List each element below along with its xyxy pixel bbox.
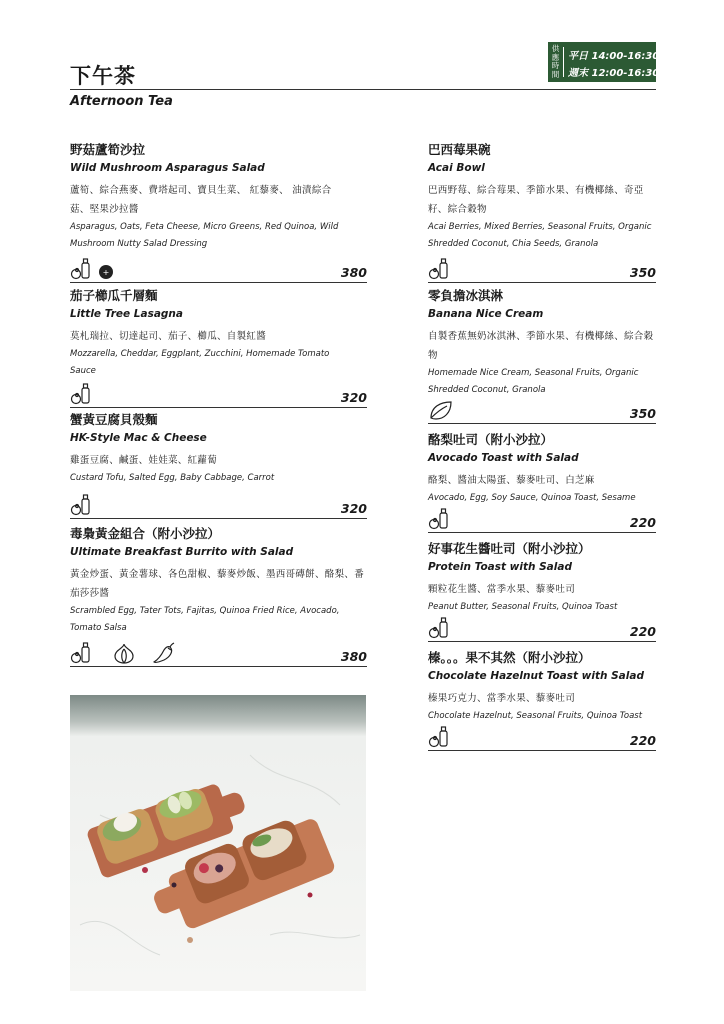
- title-divider: [70, 89, 656, 90]
- item-ingredients-zh: 巴西野莓、綜合莓果、季節水果、有機椰絲、奇亞籽、綜合穀物: [428, 185, 644, 215]
- item-name-zh: 榛。。。果不其然（附小沙拉）: [428, 650, 591, 665]
- item-ingredients-zh: 雞蛋豆腐、鹹蛋、娃娃菜、紅蘿蔔: [70, 455, 218, 466]
- price-row: [428, 506, 656, 533]
- hours-weekend: 週末 12:00-16:30: [568, 68, 660, 79]
- price-row: [70, 381, 367, 408]
- item-price: 220: [629, 515, 656, 530]
- item-ingredients-en: Peanut Butter, Seasonal Fruits, Quinoa Toast: [428, 602, 618, 612]
- item-ingredients-en: Mozzarella, Cheddar, Eggplant, Zucchini, Homemade Tomato Sauce: [70, 349, 330, 376]
- item-name-zh: 茄子櫛瓜千層麵: [70, 288, 158, 303]
- item-ingredients-zh: 酪梨、醬油太陽蛋、藜麥吐司、白芝麻: [428, 475, 595, 486]
- item-price: 220: [629, 624, 656, 639]
- vegetarian-icon: [70, 642, 96, 664]
- price-row: [428, 256, 656, 283]
- item-ingredients-zh: 榛果巧克力、當季水果、藜麥吐司: [428, 693, 576, 704]
- price-row: [428, 724, 656, 751]
- item-ingredients-en: Custard Tofu, Salted Egg, Baby Cabbage, Carrot: [70, 473, 275, 483]
- menu-item-mac-cheese: [70, 412, 367, 516]
- item-name-en: Chocolate Hazelnut Toast with Salad: [428, 670, 644, 682]
- item-price: 380: [340, 649, 367, 664]
- item-name-zh: 好事花生醬吐司（附小沙拉）: [428, 541, 591, 556]
- nuts-icon: [98, 264, 114, 280]
- vegetarian-icon: [428, 726, 454, 748]
- menu-item-avocado-toast: [428, 432, 656, 530]
- item-name-zh: 巴西莓果碗: [428, 142, 491, 157]
- price-row: [428, 397, 656, 424]
- item-name-en: Avocado Toast with Salad: [428, 452, 579, 464]
- hours-divider: [563, 47, 564, 77]
- item-name-en: Wild Mushroom Asparagus Salad: [70, 162, 265, 174]
- vegetarian-icon: [70, 383, 96, 405]
- price-row: [70, 256, 367, 283]
- menu-item-burrito: [70, 526, 367, 664]
- garlic-icon: [112, 642, 136, 664]
- item-ingredients-en: Avocado, Egg, Soy Sauce, Quinoa Toast, Sesame: [428, 493, 636, 503]
- item-ingredients-zh: 顆粒花生醬、當季水果、藜麥吐司: [428, 584, 576, 595]
- vegetarian-icon: [428, 617, 454, 639]
- item-name-zh: 酪梨吐司（附小沙拉）: [428, 432, 554, 447]
- menu-item-nice-cream: [428, 288, 656, 421]
- menu-item-mushroom-salad: [70, 142, 367, 280]
- item-ingredients-zh: 黃金炒蛋、黃金薯球、各色甜椒、藜麥炒飯、墨西哥磚餅、酪梨、番茄莎莎醬: [70, 569, 365, 599]
- menu-item-acai-bowl: [428, 142, 656, 280]
- item-price: 320: [340, 390, 367, 405]
- page-title: 下午茶: [70, 64, 136, 88]
- item-ingredients-en: Homemade Nice Cream, Seasonal Fruits, Organic Shredded Coconut, Granola: [428, 368, 639, 395]
- menu-item-lasagna: [70, 288, 367, 405]
- item-name-zh: 野菇蘆筍沙拉: [70, 142, 146, 157]
- vegetarian-icon: [70, 258, 96, 280]
- vegetarian-icon: [70, 494, 96, 516]
- vegetarian-icon: [428, 508, 454, 530]
- food-photo: [70, 695, 366, 991]
- item-name-en: Acai Bowl: [428, 162, 485, 174]
- menu-item-hazelnut-toast: [428, 650, 656, 748]
- item-ingredients-en: Asparagus, Oats, Feta Cheese, Micro Greens, Red Quinoa, Wild Mushroom Nutty Salad Dressing: [70, 222, 339, 249]
- item-name-en: HK-Style Mac & Cheese: [70, 432, 207, 444]
- item-ingredients-en: Acai Berries, Mixed Berries, Seasonal Fruits, Organic Shredded Coconut, Chia Seeds, Granola: [428, 222, 652, 249]
- item-name-en: Protein Toast with Salad: [428, 561, 572, 573]
- item-ingredients-zh: 莫札瑞拉、切達起司、茄子、櫛瓜、自製紅醬: [70, 331, 267, 342]
- hours-label: 供應時間: [551, 44, 560, 79]
- item-name-zh: 零負擔冰淇淋: [428, 288, 504, 303]
- page-title-en: Afternoon Tea: [70, 94, 173, 109]
- item-price: 320: [340, 501, 367, 516]
- avocado-toast-illustration: [70, 695, 366, 991]
- price-row: [70, 640, 367, 667]
- hours-weekday: 平日 14:00-16:30: [568, 51, 660, 62]
- item-price: 380: [340, 265, 367, 280]
- item-ingredients-zh: 蘆筍、綜合燕麥、費塔起司、寶貝生菜、 紅藜麥、 油漬綜合菇、堅果沙拉醬: [70, 185, 332, 215]
- svg-text:+: +: [102, 268, 110, 277]
- vegan-icon: [428, 399, 454, 421]
- item-price: 220: [629, 733, 656, 748]
- item-price: 350: [629, 265, 656, 280]
- hours-badge: [548, 42, 660, 82]
- item-name-zh: 蟹黃豆腐貝殼麵: [70, 412, 158, 427]
- spicy-icon: [152, 642, 176, 664]
- item-ingredients-en: Chocolate Hazelnut, Seasonal Fruits, Quinoa Toast: [428, 711, 643, 721]
- item-name-zh: 毒梟黃金組合（附小沙拉）: [70, 526, 221, 541]
- price-row: [70, 492, 367, 519]
- item-name-en: Little Tree Lasagna: [70, 308, 183, 320]
- item-name-en: Banana Nice Cream: [428, 308, 544, 320]
- vegetarian-icon: [428, 258, 454, 280]
- item-price: 350: [629, 406, 656, 421]
- item-ingredients-zh: 自製香蕉無奶冰淇淋、季節水果、有機椰絲、綜合穀物: [428, 331, 654, 361]
- menu-item-protein-toast: [428, 541, 656, 639]
- item-name-en: Ultimate Breakfast Burrito with Salad: [70, 546, 294, 558]
- item-ingredients-en: Scrambled Egg, Tater Tots, Fajitas, Quinoa Fried Rice, Avocado, Tomato Salsa: [70, 606, 340, 633]
- price-row: [428, 615, 656, 642]
